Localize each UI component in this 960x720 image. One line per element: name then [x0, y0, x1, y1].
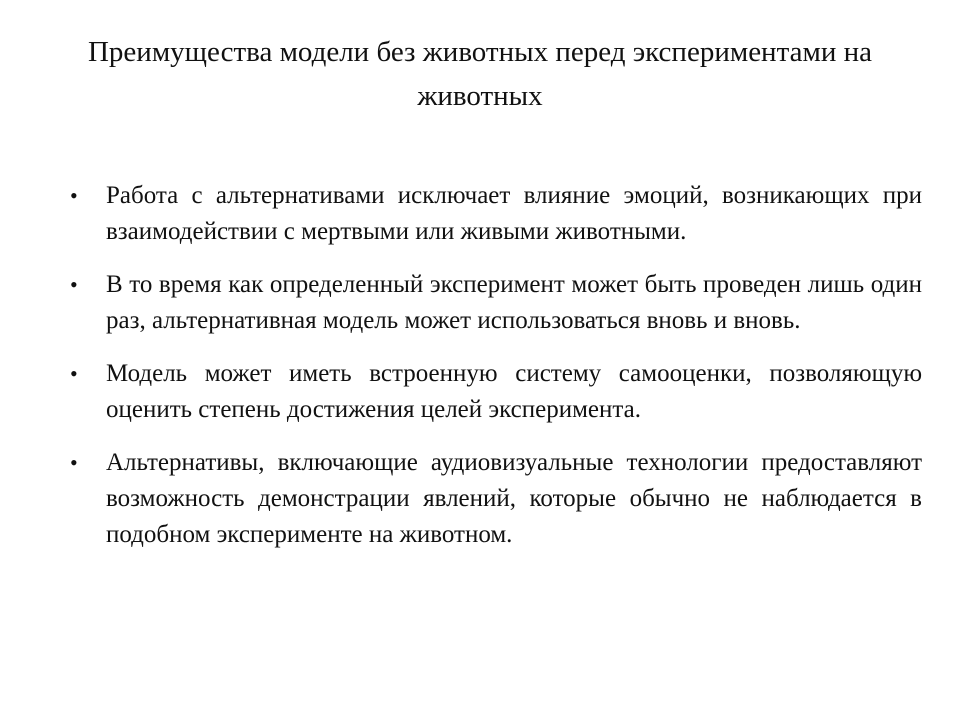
slide-title: Преимущества модели без животных перед экспериментами на животных [87, 36, 872, 112]
bullet-marker: • [70, 183, 78, 208]
bullet-text: Работа с альтернативами исключает влияние эмоций, возникающих при взаимодействии с мертвыми или живыми животными. [106, 182, 922, 245]
bullet-item [70, 267, 922, 339]
bullet-item [70, 445, 922, 553]
bullet-marker: • [70, 450, 78, 475]
bullet-text: Альтернативы, включающие аудиовизуальные технологии предоставляют возможность демонстрации явлений, которые обычно не наблюдается в подобном эксперименте на животном. [106, 449, 922, 548]
bullet-item [70, 178, 922, 250]
bullet-list [70, 178, 922, 570]
bullet-item [70, 356, 922, 428]
bullet-text: В то время как определенный эксперимент может быть проведен лишь один раз, альтернативная модель может использоваться вновь и вновь. [106, 271, 922, 334]
bullet-marker: • [70, 272, 78, 297]
bullet-marker: • [70, 361, 78, 386]
bullet-text: Модель может иметь встроенную систему самооценки, позволяющую оценить степень достижения целей эксперимента. [106, 360, 922, 423]
